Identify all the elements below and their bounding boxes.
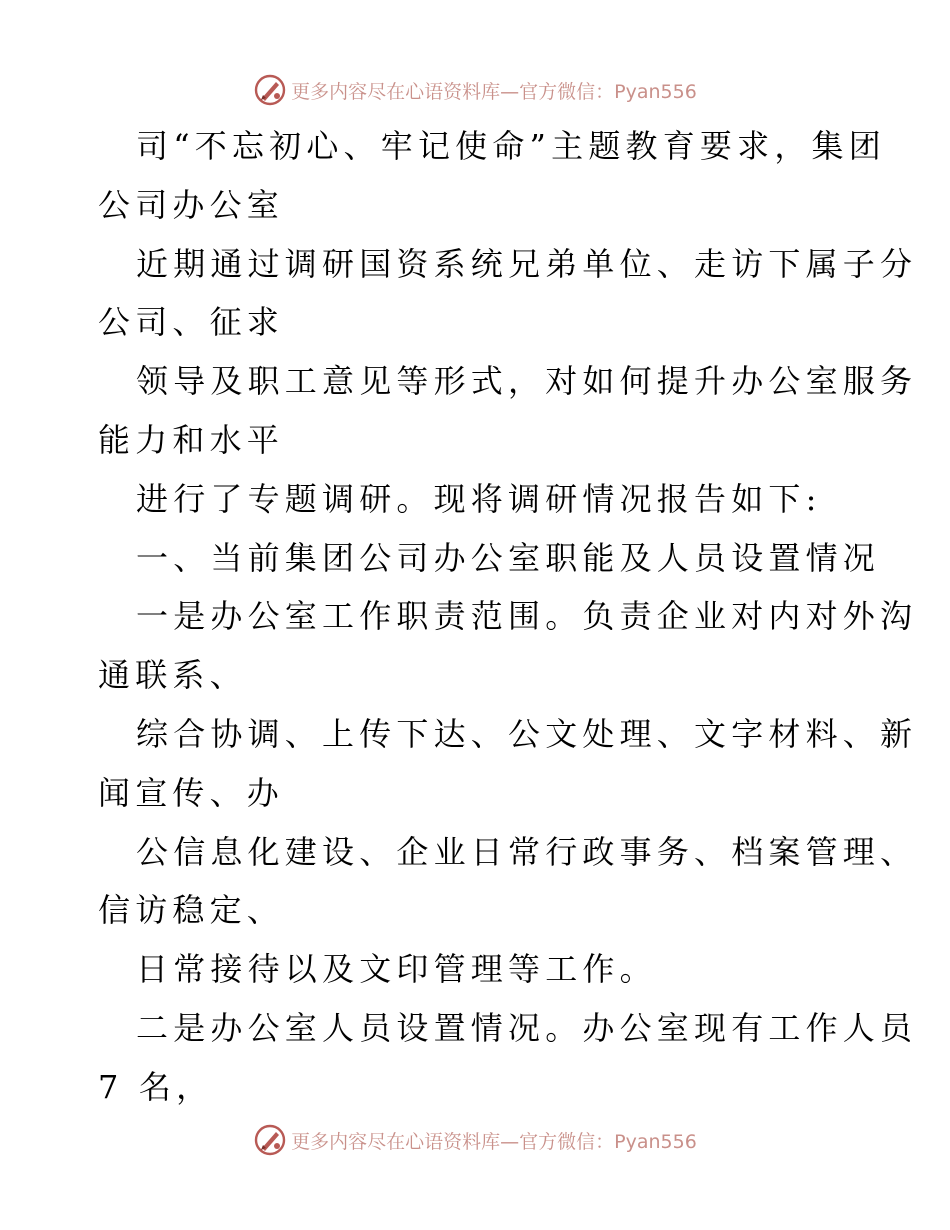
text-line: 领导及职工意见等形式，对如何提升办公室服务: [136, 362, 918, 401]
text-line: 一是办公室工作职责范围。负责企业对内对外沟: [136, 597, 918, 636]
text-line: 通联系、: [98, 656, 247, 695]
text-line: 闻宣传、办: [98, 773, 285, 812]
pen-seal-icon: [253, 73, 287, 107]
text-line: 司“不忘初心、牢记使命”主题教育要求，集团: [136, 127, 886, 165]
header-banner-text: 更多内容尽在心语资料库—官方微信：Pyan556: [291, 80, 697, 103]
text-line: 近期通过调研国资系统兄弟单位、走访下属子分: [136, 244, 918, 283]
text-line: 一、当前集团公司办公室职能及人员设置情况: [136, 538, 881, 577]
page-footer-banner: [0, 1120, 950, 1160]
footer-banner-text: 更多内容尽在心语资料库—官方微信：Pyan556: [291, 1130, 697, 1153]
text-line: 公司、征求: [98, 303, 285, 342]
text-line: 公司办公室: [98, 185, 285, 224]
text-line: 公信息化建设、企业日常行政事务、档案管理、: [136, 832, 918, 871]
text-line: 日常接待以及文印管理等工作。: [136, 950, 657, 989]
page-header-banner: [0, 70, 950, 110]
text-line: 7 名，: [98, 1067, 214, 1106]
text-line: 信访稳定、: [98, 891, 285, 930]
text-line: 综合协调、上传下达、公文处理、文字材料、新: [136, 714, 918, 753]
pen-seal-icon: [253, 1123, 287, 1157]
text-line: 二是办公室人员设置情况。办公室现有工作人员: [136, 1008, 918, 1047]
document-body: [98, 117, 918, 1117]
text-line: 进行了专题调研。现将调研情况报告如下:: [136, 479, 822, 518]
text-line: 能力和水平: [98, 420, 285, 459]
